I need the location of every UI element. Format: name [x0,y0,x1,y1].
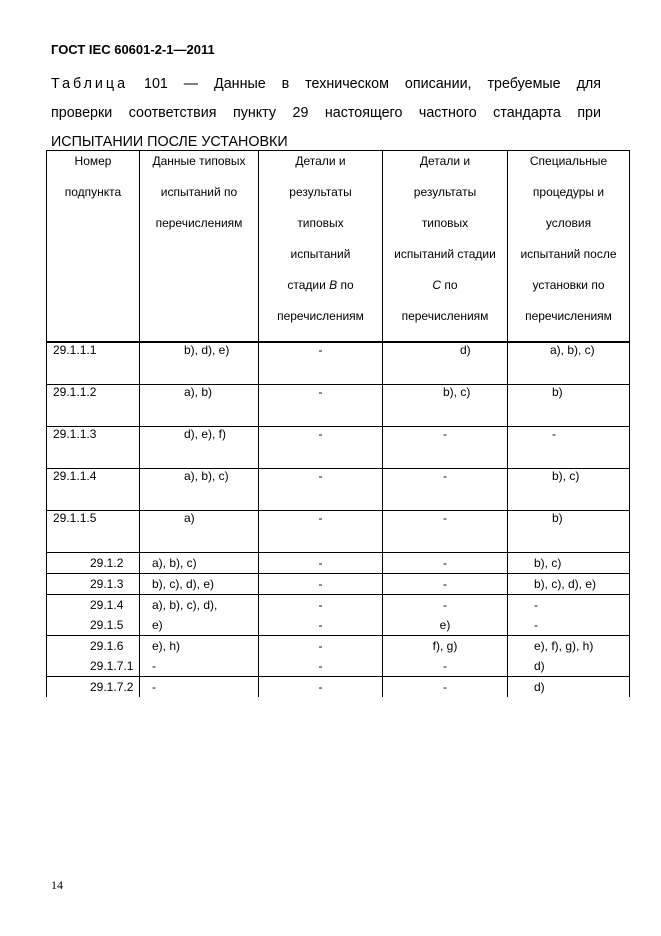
table-cell [47,595,140,636]
header-line: стадии B по [287,278,354,292]
table-cell: - [259,385,383,427]
cell-value: b), c), d), e) [152,577,215,591]
table-cell [508,553,630,574]
cell-value: 29.1.3 [90,577,124,591]
table-cell [383,595,508,636]
caption-line-3: ИСПЫТАНИИ ПОСЛЕ УСТАНОВКИ [51,134,288,150]
table-cell: - [259,342,383,385]
cell-value: - [318,680,323,694]
cell-value: e), f), g), h) [534,639,594,653]
cell-value: - [534,598,538,612]
header-line: установки по [532,278,605,292]
table-cell [47,553,140,574]
table-cell: d) [383,342,508,385]
header-line: испытаний [290,247,351,261]
cell-value: 29.1.4 [90,598,124,612]
table-cell [47,636,140,677]
table-cell: b) [508,385,630,427]
table-cell: - [383,427,508,469]
table-row [47,574,630,595]
header-line: испытаний после [520,247,617,261]
cell-value: d) [534,680,545,694]
header-line: типовых [421,216,469,230]
table-row [47,342,630,385]
table-cell: - [259,469,383,511]
cell-value: 29.1.6 [90,639,124,653]
table-cell [259,677,383,698]
header-line: перечислениям [155,216,243,230]
cell-value: f), g) [432,639,458,653]
table-row [47,511,630,553]
cell-value: - [318,639,323,653]
cell-value: 29.1.5 [90,618,124,632]
table-cell: - [259,427,383,469]
table-cell [140,574,259,595]
table-cell: - [383,469,508,511]
table-row [47,677,630,698]
header-line: испытаний стадии [394,247,496,261]
header-line: условия [545,216,592,230]
table-cell: 29.1.1.3 [47,427,140,469]
header-cell [508,151,630,343]
header-line: испытаний по [160,185,238,199]
cell-value: a), b), c), d), [152,598,218,612]
cell-value: 29.1.7.1 [90,659,134,673]
table-cell [259,636,383,677]
cell-value: - [152,680,156,694]
cell-value: e) [152,618,163,632]
caption-label: Таблица [51,76,129,92]
stage-letter: C [432,278,442,292]
table-cell [383,636,508,677]
header-line: результаты [413,185,477,199]
table-row [47,595,630,636]
cell-value: - [318,618,323,632]
table-cell [140,595,259,636]
table-row [47,553,630,574]
table-cell [259,553,383,574]
header-cell [383,151,508,343]
header-line: результаты [289,185,352,199]
table-cell: b) [508,511,630,553]
header-cell [47,151,140,343]
cell-value: - [318,577,323,591]
table-cell [383,574,508,595]
header-line: процедуры и [532,185,605,199]
table-cell [508,636,630,677]
table-cell: b), d), e) [140,342,259,385]
table-cell: 29.1.1.2 [47,385,140,427]
table-cell: 29.1.1.1 [47,342,140,385]
table-cell: b), c) [383,385,508,427]
requirements-table [46,150,630,697]
table-cell: a) [140,511,259,553]
header-line: C по [432,278,458,292]
cell-value: e), h) [152,639,181,653]
cell-value: - [443,556,447,570]
table-cell [140,636,259,677]
table-cell [259,595,383,636]
cell-value: b), c), d), e) [534,577,597,591]
table-row [47,636,630,677]
table-cell [140,553,259,574]
table-cell [140,677,259,698]
table-row [47,427,630,469]
header-line: типовых [297,216,344,230]
table-caption [51,70,601,157]
table-cell: a), b) [140,385,259,427]
cell-value: - [152,659,156,673]
table-cell [508,574,630,595]
cell-value: a), b), c) [152,556,197,570]
table-header-row [47,151,630,343]
table-cell: b), c) [508,469,630,511]
table-cell [383,677,508,698]
header-line: Номер [74,154,112,168]
caption-line-1: 101 — Данные в техническом описании, требуемые для [144,76,601,92]
table-cell: 29.1.1.4 [47,469,140,511]
table-cell [259,574,383,595]
table-row [47,469,630,511]
header-line: подпункта [64,185,122,199]
table-cell: - [259,511,383,553]
table-cell [383,553,508,574]
header-line: Детали и [295,154,346,168]
page-number: 14 [51,878,63,892]
stage-letter: B [329,278,338,292]
table-cell: a), b), c) [508,342,630,385]
table-cell [508,595,630,636]
cell-value: - [318,556,323,570]
header-line: перечислениям [277,309,364,323]
cell-value: d) [534,659,545,673]
header-line: перечислениям [401,309,489,323]
cell-value: - [443,577,447,591]
header-line: перечислениям [525,309,612,323]
header-line: Данные типовых [152,154,246,168]
cell-value: e) [439,618,451,632]
table-cell: - [508,427,630,469]
cell-value: - [318,659,323,673]
table-cell [508,677,630,698]
cell-value: b), c) [534,556,562,570]
cell-value: - [443,598,447,612]
table-cell: a), b), c) [140,469,259,511]
header-line: Детали и [419,154,471,168]
cell-value: - [534,618,538,632]
header-cell [259,151,383,343]
header-cell [140,151,259,343]
table-cell: - [383,511,508,553]
cell-value: - [318,598,323,612]
table-cell: d), e), f) [140,427,259,469]
table-row [47,385,630,427]
cell-value: - [443,680,447,694]
table-cell [47,574,140,595]
header-line: Специальные [529,154,608,168]
document-code: ГОСТ IEC 60601-2-1—2011 [51,42,215,57]
caption-line-2: проверки соответствия пункту 29 настоящего частного стандарта при [51,105,601,121]
cell-value: 29.1.7.2 [90,680,134,694]
table-cell [47,677,140,698]
cell-value: 29.1.2 [90,556,124,570]
table-cell: 29.1.1.5 [47,511,140,553]
cell-value: - [443,659,447,673]
